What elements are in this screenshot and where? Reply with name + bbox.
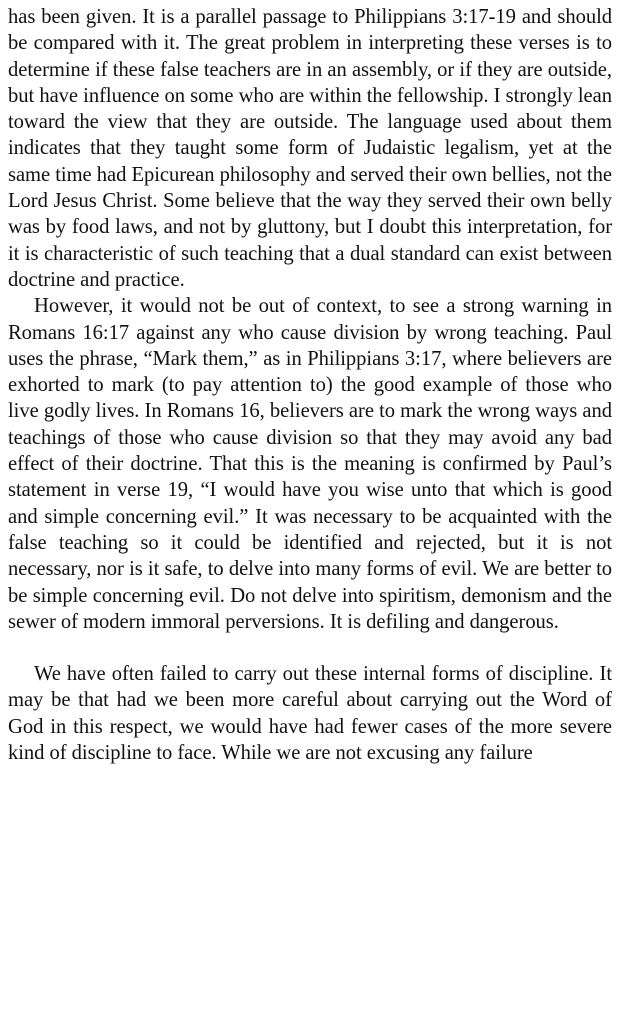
document-page (8, 4, 612, 766)
paragraph-continuation: has been given. It is a parallel passage to Philippians 3:17-19 and should be compared with it. The great problem in interpreting these verses is to determine if these false teachers are in an assembly, or if they are outside, but have influence on some who are within the fellowship. I strongly lean toward the view that they are outside. The language used about them indicates that they taught some form of Judaistic legalism, yet at the same time had Epicurean philosophy and served their own bellies, not the Lord Jesus Christ. Some believe that the way they served their own belly was by food laws, and not by gluttony, but I doubt this interpretation, for it is characteristic of such teaching that a dual standard can exist between doctrine and practice. (8, 6, 612, 291)
paragraph-romans-warning: However, it would not be out of context, to see a strong warning in Romans 16:17 against any who cause division by wrong teaching. Paul uses the phrase, “Mark them,” as in Philippians 3:17, where believers are exhorted to mark (to pay attention to) the good example of those who live godly lives. In Romans 16, believers are to mark the wrong ways and teachings of those who cause division so that they may avoid any bad effect of their doctrine. That this is the meaning is confirmed by Paul’s statement in verse 19, “I would have you wise unto that which is good and simple concerning evil.” It was necessary to be acquainted with the false teaching so it could be identified and rejected, but it is not necessary, nor is it safe, to delve into many forms of evil. We are better to be simple concerning evil. Do not delve into spiritism, demonism and the sewer of modern immoral perversions. It is defiling and dangerous. (8, 295, 612, 633)
paragraph-internal-discipline: We have often failed to carry out these internal forms of discipline. It may be that had we been more careful about carrying out the Word of God in this respect, we would have had fewer cases of the more severe kind of discipline to face. While we are not excusing any failure (8, 663, 612, 765)
